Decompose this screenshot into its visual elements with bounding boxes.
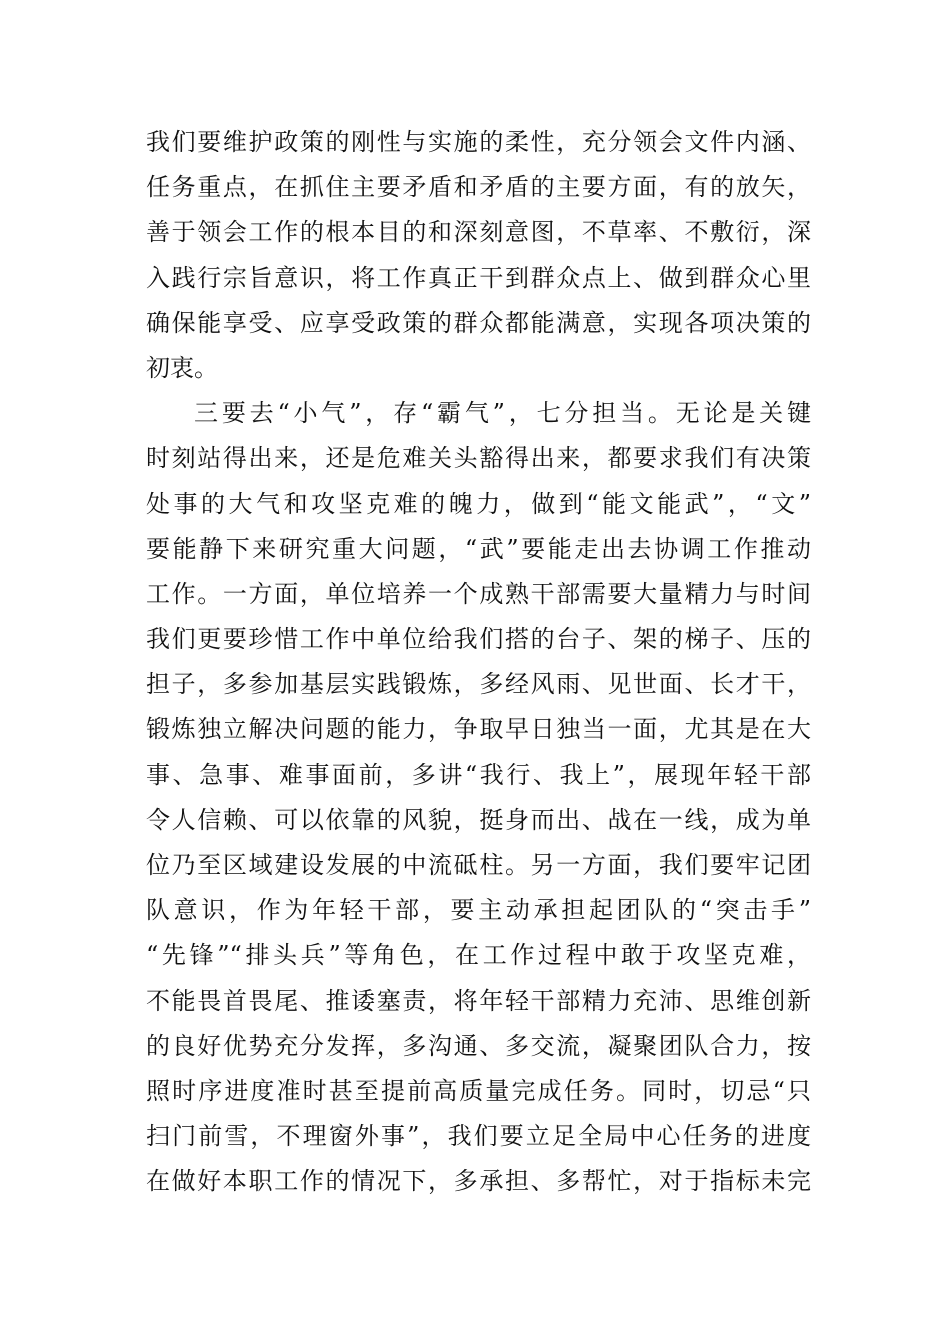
text-line: 担子，多参加基层实践锻炼，多经风雨、见世面、长才干， xyxy=(146,670,811,699)
text-line: 在做好本职工作的情况下，多承担、多帮忙，对于指标未完 xyxy=(146,1167,811,1196)
body-text xyxy=(146,120,811,1205)
text-line: 位乃至区域建设发展的中流砥柱。另一方面，我们要牢记团 xyxy=(146,851,811,879)
text-line: 初衷。 xyxy=(146,353,218,382)
text-line: 令人信赖、可以依靠的风貌，挺身而出、战在一线，成为单 xyxy=(146,805,811,834)
text-line: 照时序进度准时甚至提前高质量完成任务。同时，切忌“只 xyxy=(146,1076,811,1105)
text-line: 善于领会工作的根本目的和深刻意图，不草率、不敷衍，深 xyxy=(146,218,811,247)
text-line: 三要去“小气”，存“霸气”，七分担当。无论是关键 xyxy=(194,399,811,428)
text-line: 扫门前雪，不理窗外事”，我们要立足全局中心任务的进度 xyxy=(146,1122,811,1151)
text-line: 工作。一方面，单位培养一个成熟干部需要大量精力与时间 xyxy=(146,579,811,608)
text-line: 我们更要珍惜工作中单位给我们搭的台子、架的梯子、压的 xyxy=(146,625,811,654)
text-line: 时刻站得出来，还是危难关头豁得出来，都要求我们有决策 xyxy=(146,444,811,473)
text-line: 锻炼独立解决问题的能力，争取早日独当一面，尤其是在大 xyxy=(146,715,811,744)
text-line: 确保能享受、应享受政策的群众都能满意，实现各项决策的 xyxy=(146,308,811,337)
text-line: 的良好优势充分发挥，多沟通、多交流，凝聚团队合力，按 xyxy=(146,1031,811,1060)
text-line: 事、急事、难事面前，多讲“我行、我上”，展现年轻干部 xyxy=(146,760,811,789)
text-line: 不能畏首畏尾、推诿塞责，将年轻干部精力充沛、思维创新 xyxy=(146,986,811,1015)
text-line: 队意识，作为年轻干部，要主动承担起团队的“突击手” xyxy=(146,896,811,925)
text-line: 处事的大气和攻坚克难的魄力，做到“能文能武”，“文” xyxy=(146,489,811,518)
text-line: “先锋”“排头兵”等角色，在工作过程中敢于攻坚克难， xyxy=(146,941,811,970)
text-line: 我们要维护政策的刚性与实施的柔性，充分领会文件内涵、 xyxy=(146,128,811,156)
text-line: 要能静下来研究重大问题，“武”要能走出去协调工作推动 xyxy=(146,534,811,563)
text-line: 任务重点，在抓住主要矛盾和矛盾的主要方面，有的放矢， xyxy=(146,173,811,202)
text-line: 入践行宗旨意识，将工作真正干到群众点上、做到群众心里 xyxy=(146,263,811,292)
